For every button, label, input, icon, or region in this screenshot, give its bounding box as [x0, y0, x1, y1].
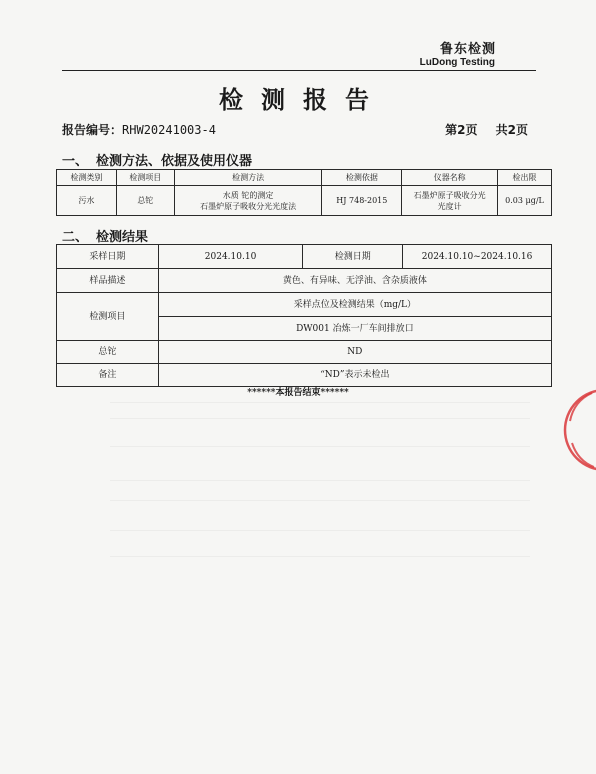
note-label: 备注 — [57, 364, 159, 387]
report-number-label: 报告编号： — [62, 123, 123, 137]
th-method: 检测方法 — [174, 170, 322, 186]
page-total: 共2页 — [495, 123, 528, 137]
th-instrument: 仪器名称 — [402, 170, 498, 186]
test-date-label: 检测日期 — [303, 245, 403, 269]
method-table — [56, 169, 552, 216]
bleed-through-line — [110, 480, 530, 481]
analyte-name: 总铊 — [57, 341, 159, 364]
bleed-through-line — [110, 556, 530, 557]
table-row — [57, 186, 552, 216]
section1-heading — [62, 150, 252, 169]
company-seal — [560, 385, 596, 475]
bleed-through-line — [110, 446, 530, 447]
table-row — [57, 364, 552, 387]
section2-number: 二、 — [62, 230, 89, 245]
test-date-value: 2024.10.10~2024.10.16 — [403, 245, 552, 269]
end-of-report: ******本报告结束****** — [247, 388, 349, 398]
instrument-line-2: 光度计 — [437, 201, 462, 211]
report-title: 检测报告 — [219, 85, 387, 114]
report-number-value: RHW20241003-4 — [122, 123, 216, 137]
table-row — [57, 245, 552, 269]
sample-desc-label: 样品描述 — [57, 269, 159, 293]
results-table — [56, 244, 552, 387]
table-row — [57, 341, 552, 364]
brand-name-en: LuDong Testing — [419, 57, 495, 68]
instrument-line-1: 石墨炉原子吸收分光 — [413, 190, 486, 200]
th-limit: 检出限 — [498, 170, 552, 186]
analyte-result: ND — [158, 341, 551, 364]
brand-name-cn: 鲁东检测 — [439, 42, 496, 57]
sampling-point: DW001 冶炼一厂车间排放口 — [158, 317, 551, 341]
method-line-1: 水质 铊的测定 — [222, 190, 274, 200]
cell-method — [174, 186, 322, 216]
table-row — [57, 293, 552, 317]
test-item-label: 检测项目 — [57, 293, 159, 341]
cell-item: 总铊 — [116, 186, 174, 216]
cell-category: 污水 — [57, 186, 117, 216]
method-line-2: 石墨炉原子吸收分光光度法 — [200, 201, 297, 211]
result-header: 采样点位及检测结果（mg/L） — [158, 293, 551, 317]
report-number — [62, 121, 216, 138]
bleed-through-line — [110, 418, 530, 419]
cell-basis: HJ 748-2015 — [322, 186, 402, 216]
table-row — [57, 269, 552, 293]
section2-heading — [62, 226, 148, 245]
page-current: 第2页 — [445, 123, 478, 137]
header-rule — [62, 70, 536, 71]
bleed-through-line — [110, 402, 530, 403]
sample-date-value: 2024.10.10 — [158, 245, 303, 269]
section2-title: 检测结果 — [96, 230, 149, 245]
method-table-header-row — [57, 170, 552, 186]
cell-instrument — [402, 186, 498, 216]
th-basis: 检测依据 — [322, 170, 402, 186]
note-value: “ND”表示未检出 — [158, 364, 551, 387]
page-indicator — [445, 121, 528, 138]
bleed-through-line — [110, 500, 530, 501]
cell-limit: 0.03 μg/L — [498, 186, 552, 216]
th-item: 检测项目 — [116, 170, 174, 186]
section1-number: 一、 — [62, 154, 89, 169]
section1-title: 检测方法、依据及使用仪器 — [96, 154, 253, 169]
th-category: 检测类别 — [57, 170, 117, 186]
bleed-through-line — [110, 530, 530, 531]
sample-date-label: 采样日期 — [57, 245, 159, 269]
sample-desc-value: 黄色、有异味、无浮油、含杂质液体 — [158, 269, 551, 293]
